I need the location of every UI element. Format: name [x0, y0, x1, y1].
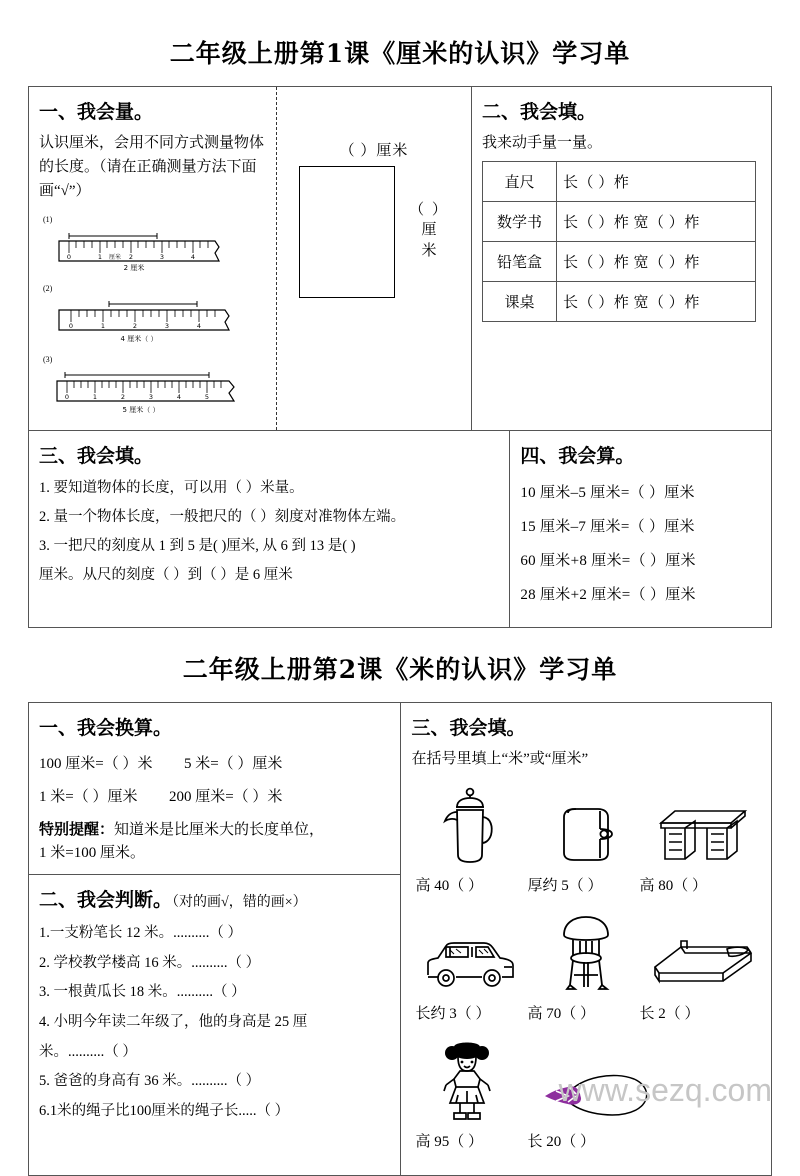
svg-text:4: 4 [176, 393, 182, 401]
section-unit-pictures-subtitle: 在括号里填上“米”或“厘米” [411, 751, 589, 767]
picture-label[interactable]: 长 2（ ） [639, 1006, 700, 1023]
rectangle-side-blank: （ ） [409, 202, 449, 218]
svg-text:0: 0 [66, 253, 72, 261]
car-icon [420, 937, 520, 993]
ruler-figure-3[interactable] [39, 349, 266, 415]
calculation-item[interactable]: 10 厘米–5 厘米=（ ）厘米 [520, 485, 695, 501]
worksheet-2-left-column [29, 703, 400, 1175]
picture-label[interactable]: 高 40（ ） [415, 878, 483, 895]
picture-cell [647, 801, 759, 865]
table-cell-value[interactable]: 长（ ）柞 宽（ ）柞 [557, 282, 756, 322]
svg-text:1: 1 [92, 393, 98, 401]
section-judge-heading-suffix: （对的画√，错的画×） [172, 895, 307, 910]
picture-label[interactable]: 高 80（ ） [639, 878, 707, 895]
picture-label[interactable]: 长约 3（ ） [415, 1006, 491, 1023]
ruler-figure-1-number: (1) [43, 215, 53, 224]
ruler-figure-2-number: (2) [43, 284, 53, 293]
table-cell-name: 铅笔盒 [483, 242, 557, 282]
rectangle-top-label: （ ）厘米 [339, 143, 409, 159]
table-row [483, 202, 756, 242]
ruler-figure-3-caption: 5 厘米（ ） [122, 406, 160, 414]
fill-blank-item[interactable]: 3. 一把尺的刻度从 1 到 5 是( )厘米, 从 6 到 13 是( ) [39, 537, 356, 554]
conversion-line[interactable] [39, 785, 390, 806]
judge-item[interactable]: 2. 学校教学楼高 16 米。..........（ ） [39, 954, 261, 971]
worksheet-1-frame [28, 86, 772, 628]
desk-icon [655, 801, 751, 865]
svg-text:3: 3 [159, 253, 165, 261]
picture-cell [647, 937, 759, 993]
special-tip-label: 特别提醒： [39, 820, 115, 838]
picture-label[interactable]: 长 20（ ） [527, 1134, 595, 1151]
picture-labels-1 [411, 874, 761, 895]
section-unit-pictures-heading: 三、我会填。 [411, 717, 526, 739]
worksheet-1-top-row [29, 87, 771, 430]
table-row [483, 282, 756, 322]
conversion-left: 1 米=（ ）厘米 [39, 789, 138, 805]
table-cell-name: 课桌 [483, 282, 557, 322]
section-measure [29, 87, 276, 430]
section-judge-heading [39, 885, 390, 912]
svg-text:2: 2 [120, 393, 126, 401]
section-convert [29, 703, 400, 874]
rectangle-shape [299, 166, 395, 298]
svg-text:厘米: 厘米 [109, 254, 122, 261]
picture-cell [414, 937, 526, 993]
section-fill-blanks [29, 431, 509, 627]
special-tip [39, 818, 390, 864]
judge-item[interactable]: 5. 爸爸的身高有 36 米。..........（ ） [39, 1073, 261, 1090]
girl-icon [440, 1041, 494, 1121]
conversion-right: 200 厘米=（ ）米 [168, 789, 283, 805]
table-cell-value[interactable]: 长（ ）柞 宽（ ）柞 [557, 202, 756, 242]
svg-text:0: 0 [64, 393, 70, 401]
table-cell-name: 直尺 [483, 162, 557, 202]
table-cell-value[interactable]: 长（ ）柞 [557, 162, 756, 202]
picture-label[interactable]: 厚约 5（ ） [527, 878, 603, 895]
table-row [483, 162, 756, 202]
ruler-figure-1[interactable] [39, 209, 266, 273]
svg-text:4: 4 [196, 322, 202, 330]
svg-text:3: 3 [164, 322, 170, 330]
section-judge [29, 874, 400, 1143]
stool-icon [557, 913, 615, 993]
section-fill-measure-heading: 二、我会填。 [482, 101, 597, 123]
worksheet-1-title: 二年级上册第1课《厘米的认识》学习单 [169, 39, 631, 68]
special-tip-text: 知道米是比厘米大的长度单位， [114, 822, 325, 838]
judge-item[interactable]: 4. 小明今年读二年级了，他的身高是 25 厘 [39, 1014, 308, 1031]
svg-text:4: 4 [190, 253, 196, 261]
special-tip-text-2: 1 米=100 厘米。 [39, 844, 145, 861]
svg-text:5: 5 [204, 393, 210, 401]
picture-label[interactable]: 高 95（ ） [415, 1134, 483, 1151]
judge-item[interactable]: 1.一支粉笔长 12 米。..........（ ） [39, 925, 242, 941]
judge-item-continued[interactable]: 米。..........（ ） [39, 1043, 137, 1060]
table-cell-name: 数学书 [483, 202, 557, 242]
wallet-icon [554, 803, 618, 865]
calculation-item[interactable]: 15 厘米–7 厘米=（ ）厘米 [520, 519, 695, 535]
section-measure-description: 认识厘米，会用不同方式测量物体的长度。（请在正确测量方法下面画“√”） [39, 135, 265, 199]
picture-label[interactable]: 高 70（ ） [527, 1006, 595, 1023]
section-measure-heading: 一、我会量。 [39, 101, 154, 123]
section-fill-blanks-heading: 三、我会填。 [39, 445, 154, 467]
picture-cell [530, 803, 642, 865]
section-calculate [509, 431, 771, 627]
table-cell-value[interactable]: 长（ ）柞 宽（ ）柞 [557, 242, 756, 282]
section-convert-heading: 一、我会换算。 [39, 717, 173, 739]
svg-text:0: 0 [68, 322, 74, 330]
svg-text:1: 1 [100, 322, 106, 330]
worksheet-2-title: 二年级上册第2课《米的认识》学习单 [182, 655, 618, 684]
ruler-figure-2-caption: 4 厘米（ ） [120, 335, 158, 343]
ruler-icon [39, 227, 229, 273]
picture-cell [411, 1041, 523, 1121]
calculation-item[interactable]: 28 厘米+2 厘米=（ ）厘米 [520, 587, 696, 603]
site-watermark: www.sezq.com [558, 1072, 772, 1108]
conversion-left: 100 厘米=（ ）米 [39, 756, 153, 772]
ruler-icon [39, 367, 244, 415]
conversion-line[interactable] [39, 752, 390, 773]
judge-item[interactable]: 6.1米的绳子比100厘米的绳子长.....（ ） [39, 1103, 290, 1120]
svg-text:2: 2 [132, 322, 138, 330]
fill-blank-item[interactable]: 2. 量一个物体长度，一般把尺的（ ）刻度对准物体左端。 [39, 508, 406, 525]
conversion-right: 5 米=（ ）厘米 [183, 756, 283, 772]
judge-item[interactable]: 3. 一根黄瓜长 18 米。..........（ ） [39, 984, 246, 1001]
svg-text:2: 2 [128, 253, 134, 261]
picture-row-1 [411, 781, 761, 865]
picture-cell [414, 785, 526, 865]
svg-text:3: 3 [148, 393, 154, 401]
svg-text:1: 1 [97, 253, 103, 261]
picture-cell [530, 913, 642, 993]
fill-blank-item-continued[interactable]: 厘米。从尺的刻度（ ）到（ ）是 6 厘米 [39, 566, 293, 583]
picture-labels-2 [411, 1002, 761, 1023]
bed-icon [651, 937, 755, 993]
section-fill-measure-subtitle: 我来动手量一量。 [482, 135, 603, 151]
section-calculate-heading: 四、我会算。 [520, 445, 635, 467]
picture-row-2 [411, 909, 761, 993]
fill-blank-item[interactable]: 1. 要知道物体的长度，可以用（ ）米量。 [39, 480, 304, 496]
section-fill-measure [471, 87, 766, 430]
ruler-icon [39, 296, 239, 344]
rectangle-measure-figure [276, 87, 471, 430]
measure-table [482, 161, 756, 322]
worksheet-1-bottom-row [29, 430, 771, 627]
section-judge-heading-text: 二、我会判断。 [39, 889, 173, 911]
ruler-figure-1-caption: 2 厘米 [123, 264, 145, 272]
rectangle-side-unit-char-2: 米 [421, 242, 437, 259]
rectangle-side-unit-char-1: 厘 [421, 222, 437, 239]
ruler-figure-list [39, 209, 266, 415]
ruler-figure-2[interactable] [39, 278, 266, 344]
table-row [483, 242, 756, 282]
calculation-item[interactable]: 60 厘米+8 厘米=（ ）厘米 [520, 553, 696, 569]
ruler-figure-3-number: (3) [43, 355, 53, 364]
picture-labels-3 [411, 1130, 761, 1151]
teapot-icon [439, 785, 501, 865]
